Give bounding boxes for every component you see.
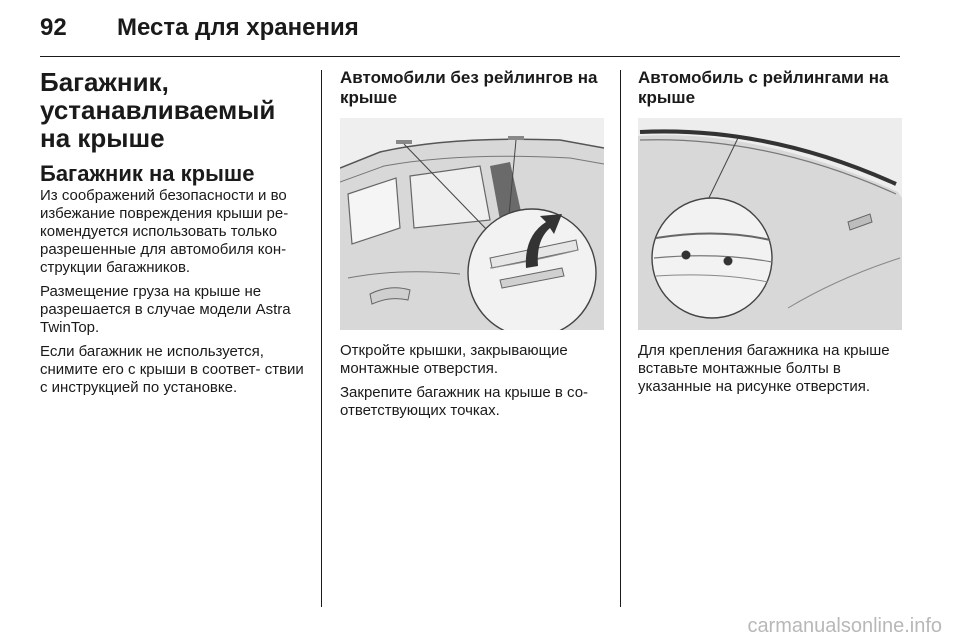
middle-column xyxy=(340,68,605,426)
paragraph-removal: Если багажник не используется, снимите его с крыши в соответ- ствии с инструкцией по установке. xyxy=(40,343,304,396)
right-column xyxy=(638,68,900,402)
column-title-no-rails: Автомобили без рейлингов на крыше xyxy=(340,68,598,107)
column-divider xyxy=(620,70,621,607)
column-divider xyxy=(321,70,322,607)
paragraph-fix-carrier: Закрепите багажник на крыше в со- ответствующих точках. xyxy=(340,384,589,419)
sub-title: Багажник на крыше xyxy=(40,161,255,186)
roof-without-rails-illustration xyxy=(340,118,604,330)
watermark: carmanualsonline.info xyxy=(747,615,942,637)
paragraph-twintop: Размещение груза на крыше не разрешается в случае модели Astra TwinTop. xyxy=(40,283,291,336)
section-title: Багажник, устанавливаемый на крыше xyxy=(40,67,276,153)
running-title: Места для хранения xyxy=(117,14,359,41)
column-title-with-rails: Автомобиль с рейлингами на крыше xyxy=(638,68,889,107)
paragraph-safety: Из соображений безопасности и во избежание повреждения крыши ре- комендуется использовать только разрешенные для автомобиля кон- струкции багажников. xyxy=(40,187,289,276)
page-number: 92 xyxy=(40,14,67,41)
left-column xyxy=(40,68,310,403)
paragraph-open-covers: Откройте крышки, закрывающие монтажные отверстия. xyxy=(340,342,568,377)
roof-with-rails-illustration xyxy=(638,118,902,330)
header-rule xyxy=(40,56,900,57)
paragraph-insert-bolts: Для крепления багажника на крыше вставьте монтажные болты в указанные на рисунке отверстия. xyxy=(638,342,890,395)
